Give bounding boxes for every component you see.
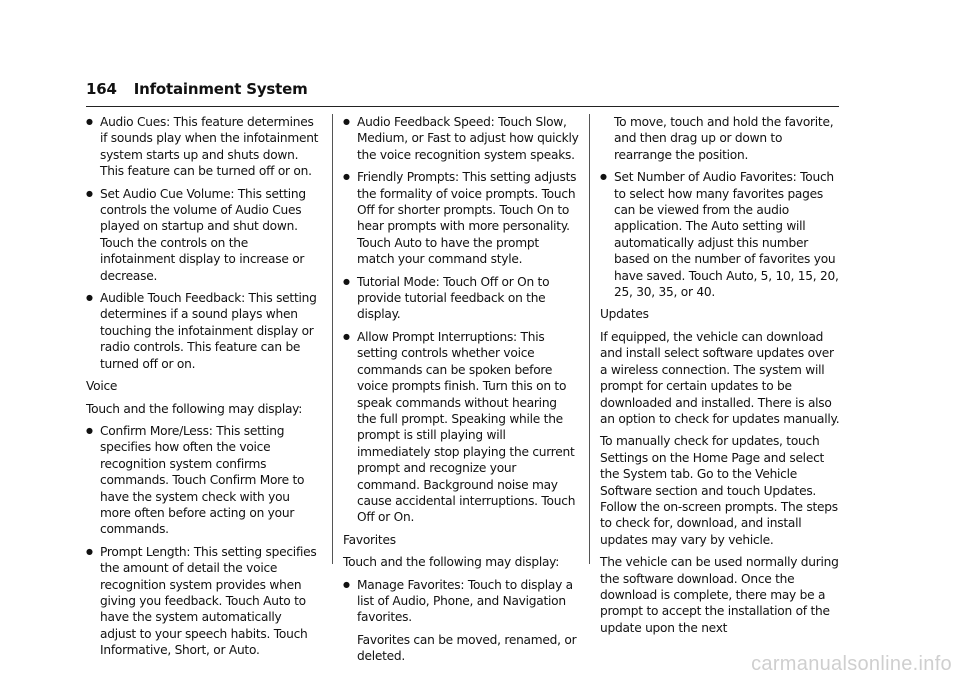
bullet-friendly-prompts: ● Friendly Prompts: This setting adjusts the formality of voice prompts. Touch Off for shorter prompts. Touch On to hear prompts with more personality. Touch Auto to have the prompt match your command style. xyxy=(343,169,579,267)
heading-favorites: Favorites xyxy=(343,532,396,547)
bullet-allow-prompt-interruptions: ● Allow Prompt Interruptions: This setting controls whether voice commands can be spoken before voice prompts finish. Turn this on to speak commands without hearing the full prompt. Speaking while the prompt is still playing will immediately stop playing the current prompt and recognize your command. Background noise may cause accidental interruptions. Touch Off or On. xyxy=(343,329,579,526)
bullet-audio-feedback-speed: ● Audio Feedback Speed: Touch Slow, Medium, or Fast to adjust how quickly the voice recognition system speaks. xyxy=(343,114,579,163)
favorites-intro: Touch and the following may display: xyxy=(343,555,560,570)
updates-paragraph-2: To manually check for updates, touch Settings on the Home Page and select the System tab. Go to the Vehicle Software section and touch Updates. Follow the on-screen prompts. The steps to check for, download, and install updates may vary by vehicle. xyxy=(600,434,838,547)
heading-voice: Voice xyxy=(86,379,118,394)
bullet-audio-cue-volume: ● Set Audio Cue Volume: This setting controls the volume of Audio Cues played on startup and shut down. Touch the controls on the infotainment display to increase or decrease. xyxy=(86,186,320,284)
updates-paragraph-1: If equipped, the vehicle can download and install select software updates over a wireless connection. The system will prompt for certain updates to be downloaded and installed. There is also an option to check for updates manually. xyxy=(600,329,840,426)
bullet-manage-favorites: ● Manage Favorites: Touch to display a list of Audio, Phone, and Navigation favorites. xyxy=(343,577,579,626)
bullet-confirm-more-less: ● Confirm More/Less: This setting specifies how often the voice recognition system confirms commands. Touch Confirm More to have the system check with you more often before acting on your commands. xyxy=(86,423,320,538)
page-header xyxy=(86,80,839,107)
page-number: 164 xyxy=(86,80,117,98)
bullet-audio-cues: ● Audio Cues: This feature determines if sounds play when the infotainment system starts up and shuts down. This feature can be turned off or on. xyxy=(86,114,320,180)
voice-intro: Touch and the following may display: xyxy=(86,401,303,416)
column-2 xyxy=(343,114,579,671)
column-divider xyxy=(332,114,333,564)
bullet-tutorial-mode: ● Tutorial Mode: Touch Off or On to provide tutorial feedback on the display. xyxy=(343,274,579,323)
column-3 xyxy=(600,114,840,642)
bullet-audible-touch-feedback: ● Audible Touch Feedback: This setting determines if a sound plays when touching the infotainment display or radio controls. This feature can be turned off or on. xyxy=(86,290,320,372)
bullet-set-number-audio-favorites: ● Set Number of Audio Favorites: Touch to select how many favorites pages can be viewed from the audio application. The Auto setting will automatically adjust this number based on the number of favorites you have saved. Touch Auto, 5, 10, 15, 20, 25, 30, 35, or 40. xyxy=(600,169,840,300)
watermark: carmanualsonline.info xyxy=(751,653,952,675)
bullet-prompt-length: ● Prompt Length: This setting specifies the amount of detail the voice recognition system provides when giving you feedback. Touch Auto to have the system automatically adjust to your speech habits. Touch Informative, Short, or Auto. xyxy=(86,544,320,659)
section-title: Infotainment System xyxy=(133,80,308,98)
updates-paragraph-3: The vehicle can be used normally during the software download. Once the download is complete, there may be a prompt to accept the installation of the update upon the next xyxy=(600,555,839,635)
column-divider xyxy=(589,114,590,564)
manage-favorites-detail: Favorites can be moved, renamed, or deleted. xyxy=(357,632,577,664)
column-1 xyxy=(86,114,320,665)
move-favorite-detail: To move, touch and hold the favorite, and then drag up or down to rearrange the position. xyxy=(614,115,834,162)
heading-updates: Updates xyxy=(600,307,649,322)
